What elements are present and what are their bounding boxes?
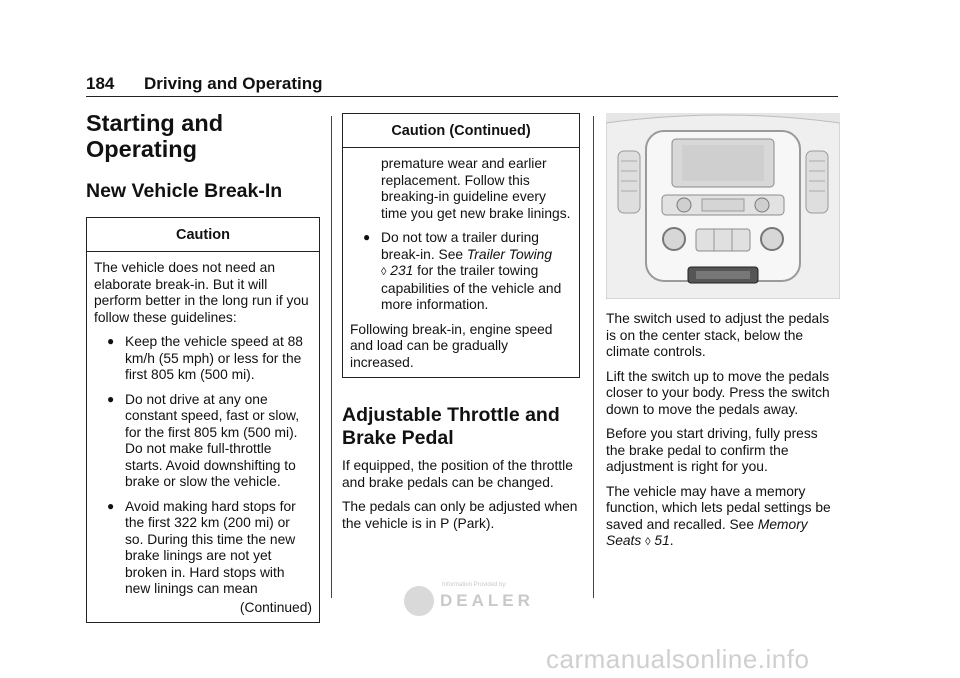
xref-link[interactable]: Memory Seats xyxy=(606,516,808,548)
bullet-icon: ● xyxy=(107,498,115,513)
bullet-icon: ● xyxy=(363,230,371,244)
xref-link[interactable]: Trailer Towing xyxy=(466,246,553,262)
paragraph: Before you start driving, fully press the brake pedal to confirm the adjustment is right for you. xyxy=(606,426,818,474)
bullet-icon: ● xyxy=(107,391,115,406)
column-divider xyxy=(331,116,332,598)
caution-box xyxy=(86,217,320,623)
watermark-logo-icon xyxy=(404,586,434,616)
section-title: Driving and Operating xyxy=(144,74,323,93)
section-heading: New Vehicle Break-In xyxy=(86,180,283,202)
list-item: ● Do not drive at any one constant speed, fast or slow, for the first 805 km (500 mi). Do not make full-throttle starts. Avoid downshifting to brake or slow the vehicle. xyxy=(107,391,300,489)
column-2 xyxy=(342,113,580,532)
caution-title: Caution (Continued) xyxy=(343,114,579,148)
continued-label: (Continued) xyxy=(239,599,312,615)
list-item: ● Do not tow a trailer during break-in. See Trailer Towing ◊ 231 for the trailer towing capabilities of the vehicle and more information. xyxy=(363,230,562,312)
section-heading: Adjustable Throttle and Brake Pedal xyxy=(342,404,560,449)
center-stack-photo xyxy=(606,113,840,299)
page-header xyxy=(86,72,838,97)
footer-site: carmanualsonline.info xyxy=(546,644,810,674)
xref-page[interactable]: 51 xyxy=(654,533,670,548)
page-ref-icon: ◊ xyxy=(381,266,387,278)
bullet-icon: ● xyxy=(107,334,115,348)
paragraph: The vehicle may have a memory function, which lets pedal settings be saved and recalled. See Memory Seats ◊ 51. xyxy=(606,483,831,548)
paragraph: If equipped, the position of the throttle and brake pedals can be changed. xyxy=(342,458,573,490)
column-divider xyxy=(593,116,594,598)
list-item: premature wear and earlier replacement. Follow this breaking-in guideline every time you get new brake linings. xyxy=(381,156,571,221)
center-stack-illustration xyxy=(606,113,840,299)
caution-after: Following break-in, engine speed and load can be gradually increased. xyxy=(350,321,553,370)
dealer-watermark: Information Provided by: DEALER xyxy=(404,582,548,622)
caution-intro: The vehicle does not need an elaborate break-in. But it will perform better in the long run if you follow these guidelines: xyxy=(94,260,309,325)
caution-box-continued xyxy=(342,113,580,378)
page-ref-icon: ◊ xyxy=(645,536,651,548)
paragraph: The pedals can only be adjusted when the vehicle is in P (Park). xyxy=(342,499,578,531)
column-3 xyxy=(606,113,840,551)
caution-title: Caution xyxy=(87,218,319,252)
paragraph: The switch used to adjust the pedals is on the center stack, below the climate controls. xyxy=(606,311,830,359)
xref-page[interactable]: 231 xyxy=(390,263,414,278)
paragraph: Lift the switch up to move the pedals closer to your body. Press the switch down to move the pedals away. xyxy=(606,368,830,417)
page-number: 184 xyxy=(86,74,115,93)
list-item: ● Avoid making hard stops for the first 322 km (200 mi) or so. During this time the new brake linings are not yet broken in. Hard stops with new linings can mean xyxy=(107,498,296,596)
chapter-title: Starting and Operating xyxy=(86,110,224,162)
list-item: ● Keep the vehicle speed at 88 km/h (55 mph) or less for the first 805 km (500 mi). xyxy=(107,334,303,382)
column-1 xyxy=(86,110,320,623)
